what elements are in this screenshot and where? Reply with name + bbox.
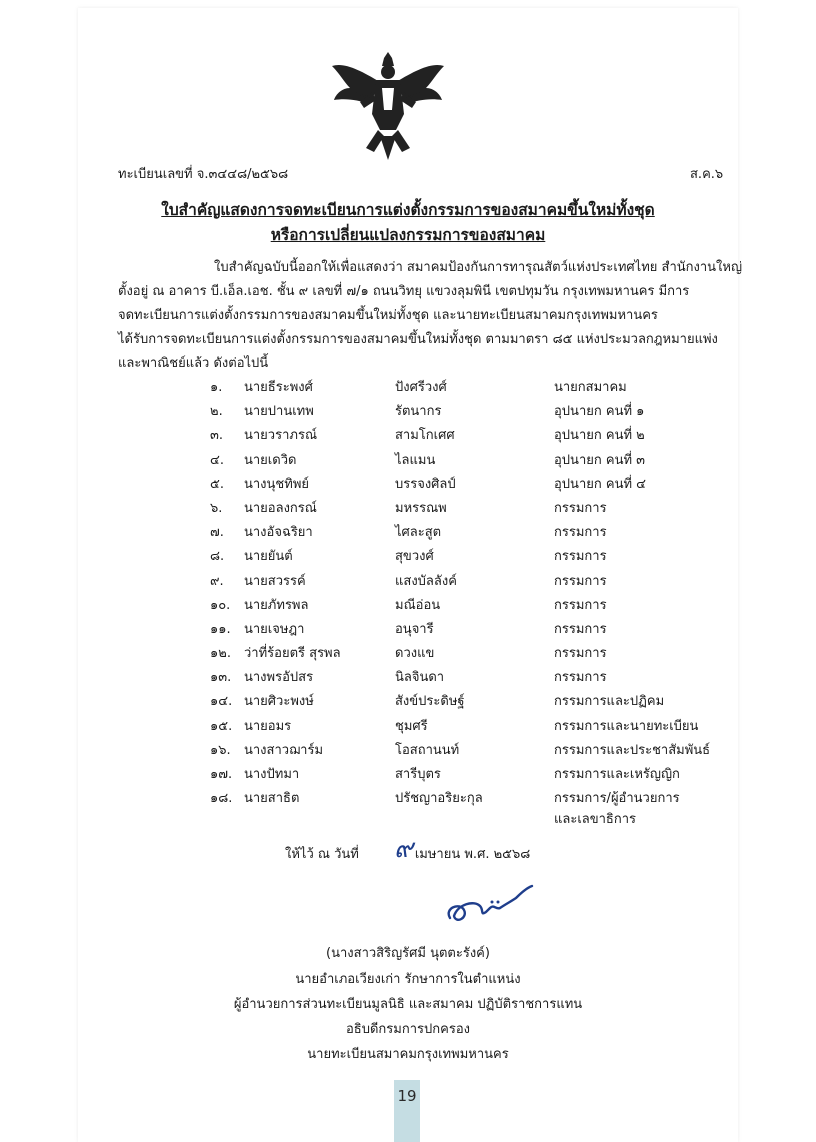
member-position: กรรมการ: [554, 549, 607, 565]
date-month-year: เมษายน พ.ศ. ๒๕๖๘: [414, 847, 531, 862]
member-number: ๑๘.: [210, 791, 233, 807]
member-position: กรรมการ: [554, 646, 607, 662]
member-first-name: นายภัทรพล: [244, 597, 309, 613]
member-last-name: ดวงแข: [395, 646, 435, 662]
body-line: จดทะเบียนการแต่งตั้งกรรมการของสมาคมขึ้นใหม่ทั้งชุด และนายทะเบียนสมาคมกรุงเทพมหานคร: [118, 308, 658, 323]
member-number: ๔.: [210, 452, 224, 468]
member-number: ๓.: [210, 428, 224, 444]
member-number: ๑๕.: [210, 718, 233, 734]
member-number: ๘.: [210, 549, 225, 565]
member-position: อุปนายก คนที่ ๒: [554, 428, 645, 444]
member-first-name: นายวราภรณ์: [244, 428, 317, 444]
member-last-name: บรรจงศิลป์: [395, 476, 456, 492]
member-position-continuation: และเลขาธิการ: [554, 812, 637, 827]
member-position: กรรมการและนายทะเบียน: [554, 718, 699, 734]
member-position: อุปนายก คนที่ ๓: [554, 452, 646, 468]
member-number: ๕.: [210, 476, 224, 492]
body-line: ใบสำคัญฉบับนี้ออกให้เพื่อแสดงว่า สมาคมป้องกันการทารุณสัตว์แห่งประเทศไทย สำนักงานใหญ่: [214, 260, 743, 275]
member-number: ๙.: [210, 573, 224, 589]
member-number: ๑.: [210, 380, 223, 395]
member-position: นายกสมาคม: [554, 380, 627, 395]
member-position: กรรมการและปฏิคม: [554, 694, 665, 710]
member-first-name: นางอัจฉริยา: [244, 525, 313, 541]
date-day-handwritten: ๙: [394, 834, 414, 864]
member-last-name: อนุจารี: [395, 621, 434, 637]
member-number: ๑๖.: [210, 742, 231, 758]
member-last-name: นิลจินดา: [395, 670, 445, 686]
member-number: ๑๐.: [210, 597, 231, 613]
member-last-name: แสงบัลลังค์: [395, 573, 457, 589]
member-position: กรรมการ: [554, 500, 607, 516]
member-number: ๑๔.: [210, 694, 233, 710]
member-first-name: นายปานเทพ: [244, 404, 314, 420]
form-code: ส.ค.๖: [690, 167, 724, 182]
member-first-name: นายสวรรค์: [244, 573, 306, 589]
member-last-name: ไศละสูต: [395, 525, 442, 541]
document-subtitle: หรือการเปลี่ยนแปลงกรรมการของสมาคม: [270, 226, 546, 244]
member-number: ๑๓.: [210, 670, 232, 686]
member-number: ๗.: [210, 525, 224, 541]
member-number: ๑๒.: [210, 646, 231, 662]
signer-name: (นางสาวสิริญรัศมี นุตตะรังค์): [326, 946, 490, 961]
member-last-name: รัตนากร: [395, 404, 442, 420]
member-number: ๑๑.: [210, 621, 231, 637]
member-last-name: สารีบุตร: [395, 767, 441, 782]
member-last-name: มหรรณพ: [395, 500, 447, 516]
document-title: ใบสำคัญแสดงการจดทะเบียนการแต่งตั้งกรรมการของสมาคมขึ้นใหม่ทั้งชุด: [161, 201, 655, 219]
body-paragraph: [118, 256, 743, 376]
member-first-name: นายยันต์: [244, 549, 293, 565]
member-last-name: มณีอ่อน: [395, 597, 441, 613]
member-position: กรรมการ/ผู้อำนวยการ: [554, 791, 680, 807]
signature-icon: [440, 880, 540, 930]
member-last-name: ปังศรีวงศ์: [395, 380, 447, 395]
signer-title-line: นายอำเภอเวียงเก่า รักษาการในตำแหน่ง: [295, 972, 521, 987]
page-number: 19: [397, 1087, 417, 1105]
member-first-name: นายสาธิต: [244, 791, 300, 807]
member-last-name: สังข์ประดิษฐ์: [395, 694, 465, 710]
garuda-emblem-icon: [330, 52, 446, 162]
member-position: กรรมการ: [554, 597, 607, 613]
member-position: อุปนายก คนที่ ๑: [554, 404, 645, 420]
member-position: กรรมการ: [554, 670, 607, 686]
member-first-name: นายเจษฎา: [244, 621, 305, 637]
member-number: ๖.: [210, 500, 223, 516]
member-first-name: นางปัทมา: [244, 767, 300, 782]
member-first-name: นางนุชทิพย์: [244, 476, 309, 492]
member-first-name: นางสาวฌาร์ม: [244, 742, 324, 758]
member-first-name: นายศิวะพงษ์: [244, 694, 314, 710]
member-first-name: นายอลงกรณ์: [244, 500, 317, 516]
member-last-name: ปรัชญาอริยะกุล: [395, 791, 483, 807]
member-position: กรรมการและประชาสัมพันธ์: [554, 742, 711, 758]
member-last-name: โอสถานนท์: [395, 742, 460, 758]
member-position: อุปนายก คนที่ ๔: [554, 476, 646, 492]
body-line: และพาณิชย์แล้ว ดังต่อไปนี้: [118, 356, 269, 371]
member-position: กรรมการและเหรัญญิก: [554, 767, 680, 782]
member-last-name: ไลแมน: [395, 452, 436, 468]
body-line: ตั้งอยู่ ณ อาคาร บี.เอ็ล.เอช. ชั้น ๙ เลขที่ ๗/๑ ถนนวิทยุ แขวงลุมพินี เขตปทุมวัน กรุงเทพมหานคร มีการ: [118, 284, 690, 299]
member-first-name: นายอมร: [244, 718, 292, 734]
registration-number: ทะเบียนเลขที่ จ.๓๔๔๘/๒๕๖๘: [118, 167, 289, 182]
member-position: กรรมการ: [554, 525, 607, 541]
member-first-name: ว่าที่ร้อยตรี สุรพล: [244, 646, 341, 662]
body-line: ได้รับการจดทะเบียนการแต่งตั้งกรรมการของสมาคมขึ้นใหม่ทั้งชุด ตามมาตรา ๘๕ แห่งประมวลกฎหมายแพ่ง: [118, 332, 718, 347]
member-last-name: สามโกเศศ: [395, 428, 455, 444]
member-first-name: นางพรอัปสร: [244, 670, 314, 686]
signer-title-line: ผู้อำนวยการส่วนทะเบียนมูลนิธิ และสมาคม ปฏิบัติราชการแทน: [233, 997, 583, 1012]
member-position: กรรมการ: [554, 573, 607, 589]
member-first-name: นายเดวิด: [244, 452, 297, 468]
signer-title-line: นายทะเบียนสมาคมกรุงเทพมหานคร: [307, 1047, 509, 1062]
date-prefix: ให้ไว้ ณ วันที่: [285, 847, 359, 862]
member-first-name: นายธีระพงศ์: [244, 380, 313, 395]
member-number: ๑๗.: [210, 767, 233, 782]
member-last-name: ชุมศรี: [395, 718, 428, 734]
member-position: กรรมการ: [554, 621, 607, 637]
signer-title-line: อธิบดีกรมการปกครอง: [346, 1022, 470, 1037]
member-number: ๒.: [210, 404, 223, 420]
member-last-name: สุขวงศ์: [395, 549, 434, 565]
